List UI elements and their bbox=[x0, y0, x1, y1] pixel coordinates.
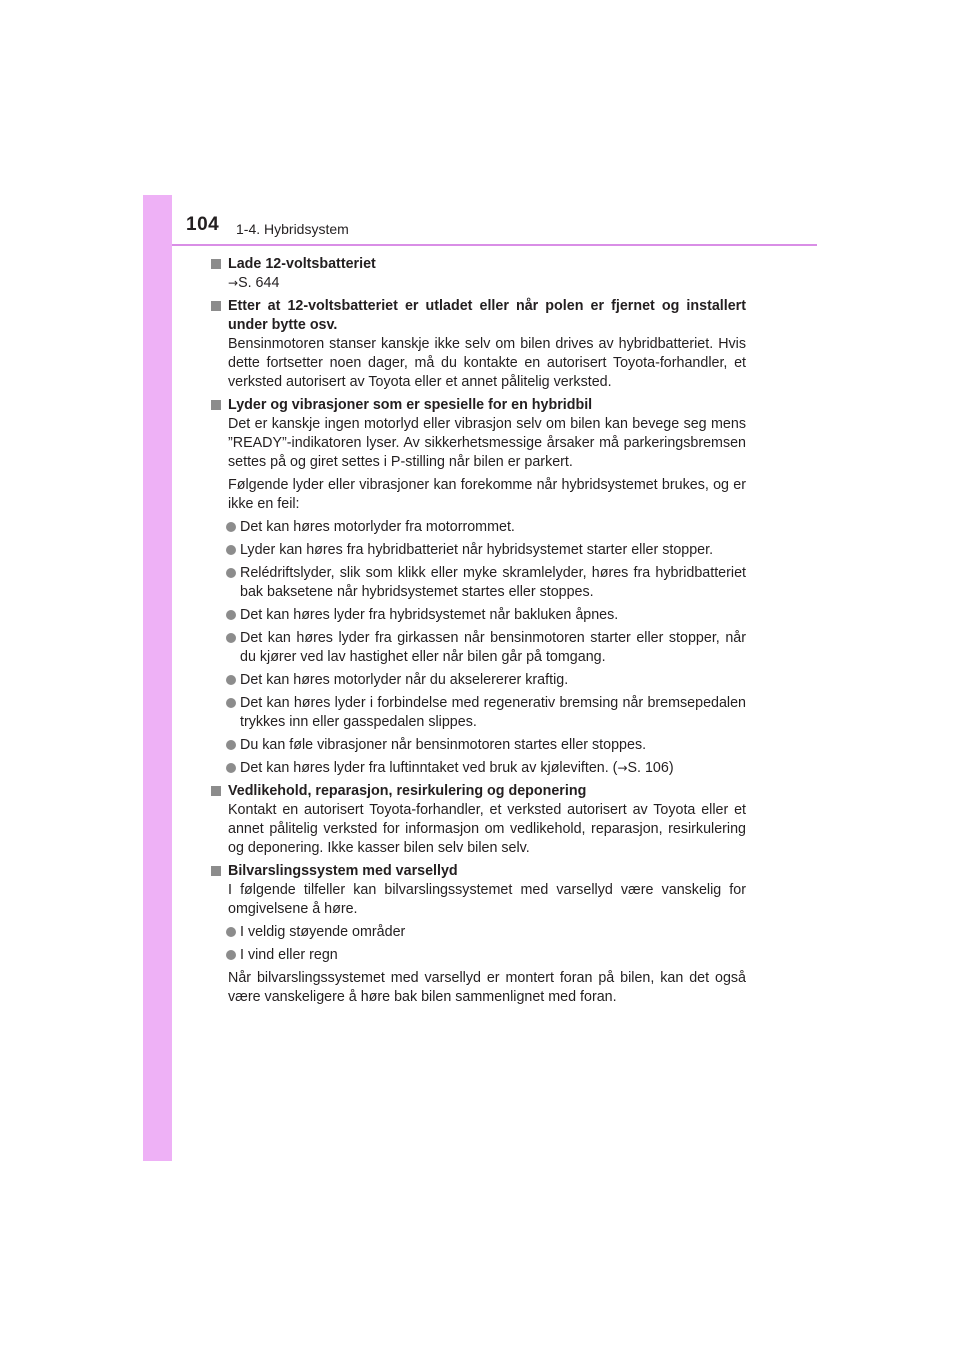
section-title: 1-4. Hybridsystem bbox=[236, 221, 349, 237]
paragraph: Bensinmotoren stanser kanskje ikke selv om bilen drives av hybridbatteriet. Hvis dette fortsetter noen dager, må du kontakte en autorisert Toyota-forhandler, et verksted autorisert av Toyota eller et annet pålitelig verksted. bbox=[228, 336, 746, 390]
round-bullet-icon bbox=[226, 740, 236, 750]
round-bullet-icon bbox=[226, 522, 236, 532]
section-bilvarsling bbox=[210, 862, 746, 1007]
round-bullet-icon bbox=[226, 698, 236, 708]
paragraph: Når bilvarslingssystemet med varsellyd er montert foran på bilen, kan det også være vanskeligere å høre bak bilen sammenlignet med foran. bbox=[228, 970, 746, 1005]
section-heading bbox=[210, 782, 746, 801]
round-bullet-icon bbox=[226, 610, 236, 620]
list-item-text: Det kan høres lyder fra girkassen når bensinmotoren starter eller stopper, når du kjører ved lav hastighet eller når bilen går på tomgang. bbox=[240, 630, 746, 665]
list-item bbox=[210, 518, 746, 537]
square-bullet-icon bbox=[211, 400, 221, 410]
heading-text: Lyder og vibrasjoner som er spesielle for en hybridbil bbox=[228, 397, 593, 413]
list-item bbox=[210, 541, 746, 560]
list-item-text: I veldig støyende områder bbox=[240, 924, 406, 940]
list-item bbox=[210, 671, 746, 690]
paragraph: Kontakt en autorisert Toyota-forhandler, et verksted autorisert av Toyota eller et annet pålitelig verksted for informasjon om vedlikehold, reparasjon, resirkulering og deponering. Ikke kasser bilen selv bilen selv. bbox=[228, 802, 746, 856]
list-item-text: Det kan høres lyder i forbindelse med regenerativ bremsing når bremsepedalen trykkes inn eller gasspedalen slippes. bbox=[240, 695, 746, 730]
list-item-text: I vind eller regn bbox=[240, 947, 338, 963]
section-lyder-vibrasjoner bbox=[210, 396, 746, 778]
list-item-text: Det kan høres motorlyder når du akselererer kraftig. bbox=[240, 672, 569, 688]
section-heading bbox=[210, 396, 746, 415]
list-item-text: Det kan høres lyder fra luftinntaket ved bruk av kjøleviften. ( bbox=[240, 760, 618, 776]
list-item-text: Det kan høres motorlyder fra motorrommet. bbox=[240, 519, 515, 535]
arrow-right-icon: → bbox=[617, 761, 628, 775]
heading-text: Etter at 12-voltsbatteriet er utladet eller når polen er fjernet og installert under bytte osv. bbox=[228, 298, 746, 333]
section-heading bbox=[210, 297, 746, 335]
closing-paren: ) bbox=[668, 760, 674, 776]
round-bullet-icon bbox=[226, 763, 236, 773]
paragraph: Følgende lyder eller vibrasjoner kan forekomme når hybridsystemet brukes, og er ikke en feil: bbox=[228, 477, 746, 512]
arrow-right-icon: → bbox=[228, 276, 239, 290]
square-bullet-icon bbox=[211, 866, 221, 876]
section-vedlikehold bbox=[210, 782, 746, 858]
heading-text: Lade 12-voltsbatteriet bbox=[228, 256, 376, 272]
header-divider bbox=[172, 244, 817, 246]
chapter-sidebar-tab bbox=[143, 195, 172, 1161]
section-heading bbox=[210, 255, 746, 274]
page-reference[interactable] bbox=[210, 274, 746, 293]
round-bullet-icon bbox=[226, 950, 236, 960]
round-bullet-icon bbox=[226, 927, 236, 937]
list-item-text: Det kan høres lyder fra hybridsystemet når bakluken åpnes. bbox=[240, 607, 619, 623]
page-reference[interactable]: S. 106 bbox=[627, 760, 669, 776]
section-utladet-batteri bbox=[210, 297, 746, 392]
list-item bbox=[210, 606, 746, 625]
list-item bbox=[210, 694, 746, 732]
list-item bbox=[210, 946, 746, 965]
round-bullet-icon bbox=[226, 545, 236, 555]
list-item-text: Relédriftslyder, slik som klikk eller myke skramlelyder, høres fra hybridbatteriet bak baksetene når hybridsystemet startes eller stoppes. bbox=[240, 565, 746, 600]
page-number: 104 bbox=[186, 214, 220, 235]
list-item bbox=[210, 736, 746, 755]
list-item bbox=[210, 923, 746, 942]
section-lade-batteriet bbox=[210, 255, 746, 293]
list-item bbox=[210, 564, 746, 602]
list-item bbox=[210, 629, 746, 667]
round-bullet-icon bbox=[226, 633, 236, 643]
list-item-text: Du kan føle vibrasjoner når bensinmotoren startes eller stoppes. bbox=[240, 737, 647, 753]
round-bullet-icon bbox=[226, 675, 236, 685]
square-bullet-icon bbox=[211, 259, 221, 269]
heading-text: Bilvarslingssystem med varsellyd bbox=[228, 863, 458, 879]
list-item bbox=[210, 759, 746, 778]
section-heading bbox=[210, 862, 746, 881]
list-item-text: Lyder kan høres fra hybridbatteriet når hybridsystemet starter eller stopper. bbox=[240, 542, 714, 558]
reference-text: S. 644 bbox=[238, 275, 280, 291]
paragraph: Det er kanskje ingen motorlyd eller vibrasjon selv om bilen kan bevege seg mens ”READY”-indikatoren lyser. Av sikkerhetsmessige årsaker må parkeringsbremsen settes på og giret settes i P-stilling når bilen er parkert. bbox=[228, 416, 746, 470]
square-bullet-icon bbox=[211, 786, 221, 796]
square-bullet-icon bbox=[211, 301, 221, 311]
round-bullet-icon bbox=[226, 568, 236, 578]
heading-text: Vedlikehold, reparasjon, resirkulering og deponering bbox=[228, 783, 587, 799]
paragraph: I følgende tilfeller kan bilvarslingssystemet med varsellyd være vanskelig for omgivelsene å høre. bbox=[228, 882, 746, 917]
page-content bbox=[210, 255, 746, 1011]
